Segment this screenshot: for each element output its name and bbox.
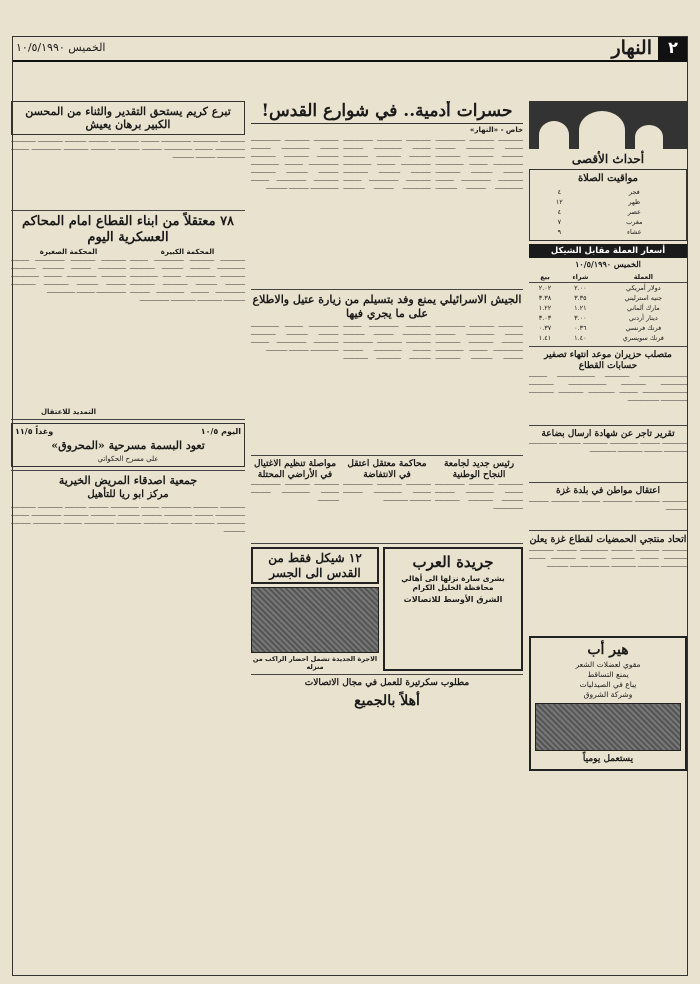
prayer-times-box (529, 169, 687, 241)
fx-cell: ٢.٠٠ (574, 283, 587, 292)
prayer-times-title: مواقيت الصلاة (577, 173, 639, 185)
bus-caption: الاجرة الجديدة تشمل احضار الراكب من منزله (252, 655, 378, 672)
prayer-name: عشاء (626, 228, 642, 237)
boxed-ad-sub: بشرى سارة نزلها الى أهالي محافظة الخليل الكرام (401, 574, 505, 593)
fx-cell: ٣.٠٠ (574, 313, 587, 322)
fx-cell: فرنك سويسري (622, 333, 664, 342)
fx-row (529, 293, 687, 303)
main-byline: خاص - «النهار» (469, 126, 523, 135)
headline-donation: تبرع كريم يستحق التقدير والثناء من المحسن الكبير برهان يعيش (11, 101, 245, 135)
prayer-row (533, 197, 683, 207)
subhead-big-court: المحكمة الكبيرة (160, 247, 215, 256)
fx-cell: ٣.٣٨ (538, 293, 552, 302)
prayer-row (533, 207, 683, 217)
headline-fare: ١٢ شيكل فقط من القدس الى الجسر (251, 547, 379, 584)
ad-title: هير أب (587, 641, 629, 658)
skyline-illustration (529, 101, 687, 149)
fx-row (529, 282, 687, 293)
middle-column (251, 101, 523, 967)
prayer-row (533, 227, 683, 237)
charity-title: جمعية اصدقاء المريض الخيرية (58, 473, 198, 487)
newspaper-name: النهار (611, 37, 652, 59)
currency-table (529, 272, 687, 343)
newspaper-page (12, 36, 688, 976)
fx-row (529, 323, 687, 333)
issue-date: الخميس ١٠/٥/١٩٩٠ (16, 41, 106, 54)
play-note: على مسرح الحكواتي (97, 454, 159, 463)
headline-detainees: ٧٨ معتقلاً من ابناء القطاع امام المحاكم العسكرية اليوم (21, 214, 235, 245)
story-body: ـــــــــــــــ ـــــــــــــــ ــــــــــــــــــ ـــــــــــ ـــــــــــــــــ ــــــــــــ ـــــــــــــ (529, 498, 687, 513)
prayer-time: ٧ (557, 218, 562, 227)
boxed-advert (383, 547, 523, 671)
story-headline-citrus: اتحاد منتجي الحمضيات لقطاع غزة يعلن (529, 534, 687, 546)
fx-cell: جنيه استرليني (624, 293, 663, 302)
prayer-name: عصر (627, 208, 641, 217)
fx-cell: ٣.٣٥ (574, 293, 587, 302)
prayer-row (533, 187, 683, 197)
headline-betselem: الجيش الاسرائيلي يمنع وفد بتسيلم من زيارة عتيل والاطلاع على ما يجري فيها (252, 293, 522, 320)
fx-cell: فرنك فرنسي (625, 323, 662, 332)
prayer-time: ٩ (557, 228, 562, 237)
fx-row (529, 333, 687, 343)
fx-header: بيع (529, 272, 561, 283)
cinema-date-today: اليوم ١٠/٥ (200, 426, 241, 436)
fx-cell: ١.٤٠ (574, 333, 587, 342)
story-body: ـــــــــــــــ ـــــــــــــــ ــــــــــــــــــ ـــــــــــ ـــــــــــــــــ ــــــــــــ ـــــــــــــ (251, 481, 339, 504)
fx-row (529, 313, 687, 323)
story-headline-sorting: متصلب حزيران موعد انتهاء تصفير حسابات القطاع (544, 349, 672, 371)
headline-secretary: مطلوب سكرتيرة للعمل في مجال الاتصالات (304, 678, 470, 689)
subhead-small-court: المحكمة الصغيرة (39, 247, 98, 256)
fx-cell: ١.٤١ (538, 333, 552, 342)
fx-cell: دولار أمريكي (626, 283, 661, 292)
ad-line: يباع في الصيدليات (579, 680, 637, 690)
story-body: ـــــــــــــــ ـــــــــــــــ ــــــــــــــــــ ـــــــــــ ـــــــــــــــــ ــــــــــــ ـــــــــــــ ـــــــــــــــ ـــــــــــــــ ــــــــــــــــــ ـــــــــــ ـــــــــــــــــ ــــــــــــ ـــــــــــــ ـــــــــــــــ ـــــــــــــــ ــــــــــــــــــ ـــــــــــ ـــــــــــــــــ ــــــــــــ ـــــــــــــ ـــــــــــــــ ـــــــــــــــ ــــــــــــــــــ (130, 256, 245, 303)
charity-subtitle: مركز ابو ريا للتأهيل (87, 488, 169, 500)
currency-date: الخميس ١٠/٥/١٩٩٠ (575, 259, 641, 270)
fx-cell: ١.٢٢ (538, 303, 552, 312)
main-headline: حسرات أدمية.. في شوارع القدس! (251, 101, 523, 124)
story-headline-arrest: اعتقال مواطن في بلدة غزة (555, 486, 661, 497)
play-title: تعود البسمة مسرحية «المحروق» (51, 438, 205, 452)
story-body: ـــــــــــــــ ـــــــــــــــ ــــــــــــــــــ ـــــــــــ ـــــــــــــــــ ــــــــــــ ـــــــــــــ ـــــــــــــــ (343, 481, 431, 504)
fx-header: العملة (600, 272, 687, 283)
fx-cell: ١.٢١ (574, 303, 587, 312)
page-number: ٢ (658, 36, 688, 60)
right-column (529, 101, 687, 967)
story-body: ـــــــــــــــ ـــــــــــــــ ــــــــــــــــــ ـــــــــــ ـــــــــــــــــ ــــــــــــ ـــــــــــــ ـــــــــــــــ ـــــــــــــــ ــــــــــــــــــ (435, 481, 523, 512)
prayer-time: ٤ (557, 208, 562, 217)
fx-cell: ٣.٠٣ (538, 313, 552, 322)
fx-cell: مارك ألماني (626, 303, 660, 312)
ad-footer: يستعمل يومياً (582, 754, 634, 765)
column-title: أحداث الأقصى (571, 152, 645, 166)
fx-cell: ٢.٠٢ (538, 283, 552, 292)
story-headline-trader: تقرير تاجر عن شهادة ارسال بضاعة (541, 428, 675, 439)
currency-title: أسعار العملة مقابل الشيكل (529, 244, 687, 258)
play-advert (11, 423, 245, 467)
ad-line: مقوي لعضلات الشعر (575, 660, 641, 670)
cinema-date-tomorrow: وغداً ١١/٥ (15, 426, 54, 436)
headline-trial: محاكمة معتقل اعتقل في الانتفاضة (347, 458, 427, 480)
fx-cell: ٠.٣٧ (538, 323, 552, 332)
story-body: ـــــــــــــــ ــــــــــــــ ـــــــــــــ ـــــــــــــــــ ــــــــــــ ـــــــــــــــ ــــــــــــــ ـــــــــــ ــــــــــــــ ـــــــــــــــ ـــــــــــــــ ــــــــــ ــــــــــــــــ ـــــــــــــ ـــــــــــــــ ــــــــــــ ـــــــــــ ـــــــــــــ (529, 546, 687, 569)
prayer-name: مغرب (626, 218, 643, 227)
prayer-name: فجر (628, 188, 640, 197)
prayer-name: ظهر (628, 198, 641, 207)
hair-up-ad (529, 636, 687, 772)
boxed-ad-foot: الشرق الأوسط للاتصالات (403, 595, 503, 605)
boxed-ad-title: جريدة العرب (412, 553, 494, 572)
story-body: ـــــــــــــــ ـــــــــــــــ ــــــــــــــــــ ـــــــــــ ـــــــــــــــــ ــــــــــــ ـــــــــــــ ـــــــــــــــ ـــــــــــــــ ــــــــــــــــــ ـــــــــــ ـــــــــــــــــ ــــــــــــ ـــــــــــــ ـــــــــــــــ ـــــــــــــــ ــــــــــــــــــ ـــــــــــ ـــــــــــــــــ (11, 256, 126, 295)
prayer-time: ١٢ (555, 198, 563, 207)
story-body: ـــــــــــــــ ـــــــــــــــ ــــــــــــــــــ ـــــــــــ ـــــــــــــــــ ــــــــــــ ـــــــــــــ ـــــــــــــــ ـــــــــــــــ ــــــــــــــــــ ـــــــــــ ـــــــــــــــــ ــــــــــــ ـــــــــــــ ـــــــــــــــ ـــــــــــــــ ــــــــــــــــــ ـــــــــــ ـــــــــــــــــ ــــــــــــ ـــــــــــــ (11, 138, 245, 161)
left-column (11, 101, 245, 967)
fx-header: شراء (561, 272, 600, 283)
bottom-ad: أهلاً بالجميع (354, 692, 420, 709)
bus-photo (251, 587, 379, 653)
fx-cell: ٠.٣٦ (574, 323, 587, 332)
story-body: ـــــــــــــــــــــــــــــ ـــــــــــــــ ـــــــــــــــــــــــ ـــــــــــ ــــــــــــــــ ـــــــــــــــ ـــــــــــــــــــــــ ـــــــــــــــ ـــــــــــــــــــــــــــ ـــــــــــ ــــــــــــــــ ـــــــــــــــ ـــــــــــــــ ــــــــــــــــ ـــــــــــــــــــ (529, 372, 687, 403)
fx-cell: دينار أردني (628, 313, 658, 322)
ad-product-image (535, 703, 681, 751)
prayer-row (533, 217, 683, 227)
story-body: ـــــــــــــــ ــــــــــــ ـــــــــــــــــ ـــــــــــــــ ـــــــــــــ ـــــــــــــــــ ــــــــــــــ ـــــــــــ ـــــــــــــــ ــــــــــــــــ (529, 440, 687, 455)
ad-line: يمنع التساقط (587, 670, 629, 680)
subhead-extension: التمديد للاعتقال (40, 407, 97, 416)
charity-body: ـــــــــــــــ ـــــــــــــــ ــــــــــــــــــ ـــــــــــ ـــــــــــــــــ ــــــــــــ ـــــــــــــ ـــــــــــــــ ـــــــــــــــ ــــــــــــــــــ ـــــــــــ ـــــــــــــــــ ــــــــــــ ـــــــــــــ ـــــــــــــــ ـــــــــــــــ ــــــــــــــــــ ـــــــــــ ـــــــــــــــــ ــــــــــــ ـــــــــــــ ـــــــــــــــ ـــــــــــــــ ــــــــــــــــــ ـــــــــــ ـــــــــــــــــ ــــــــــــ ـــــــــــــ (11, 503, 245, 534)
main-story-body: ـــــــــــــــ ـــــــــــــــ ــــــــــــــــــ ـــــــــــ ـــــــــــــــــ ــــــــــــ ـــــــــــــ ـــــــــــــــ ـــــــــــــــ ــــــــــــــــــ ـــــــــــ ـــــــــــــــــ ــــــــــــ ـــــــــــــ ـــــــــــــــ ـــــــــــــــ ــــــــــــــــــ ـــــــــــ ـــــــــــــــــ ــــــــــــ ـــــــــــــ ـــــــــــــــ ـــــــــــــــ ــــــــــــــــــ ـــــــــــ ـــــــــــــــــ ــــــــــــ ـــــــــــــ ـــــــــــــــ ـــــــــــــــ ــــــــــــــــــ ـــــــــــ ـــــــــــــــــ ــــــــــــ ـــــــــــــ ـــــــــــــــ ـــــــــــــــ ــــــــــــــــــ ـــــــــــ ـــــــــــــــــ ــــــــــــ ـــــــــــــ ـــــــــــــــ ـــــــــــــــ ــــــــــــــــــ ـــــــــــ ـــــــــــــــــ ــــــــــــ ـــــــــــــ ـــــــــــــــ ـــــــــــــــ ــــــــــــــــــ ـــــــــــ ـــــــــــــــــ ــــــــــــ ـــــــــــــ ـــــــــــــــ ـــــــــــــــ ــــــــــــــــــ ـــــــــــ ـــــــــــــــــ ــــــــــــ ـــــــــــــ (251, 137, 523, 192)
fx-row (529, 303, 687, 313)
headline-university: رئيس جديد لجامعة النجاح الوطنية (443, 458, 515, 480)
prayer-time: ٤ (557, 188, 562, 197)
story-body: ـــــــــــــــ ـــــــــــــــ ــــــــــــــــــ ـــــــــــ ـــــــــــــــــ ــــــــــــ ـــــــــــــ ـــــــــــــــ ـــــــــــــــ ــــــــــــــــــ ـــــــــــ ـــــــــــــــــ ــــــــــــ ـــــــــــــ ـــــــــــــــ ـــــــــــــــ ــــــــــــــــــ ـــــــــــ ـــــــــــــــــ ــــــــــــ ـــــــــــــ ـــــــــــــــ ـــــــــــــــ ــــــــــــــــــ ـــــــــــ ـــــــــــــــــ ــــــــــــ ـــــــــــــ ـــــــــــــــ ـــــــــــــــ ــــــــــــــــــ ـــــــــــ ـــــــــــــــــ ــــــــــــ ـــــــــــــ ـــــــــــــــ ـــــــــــــــ ــــــــــــــــــ ـــــــــــ ـــــــــــــــــ ــــــــــــ ـــــــــــــ (251, 322, 523, 361)
headline-campaign: مواصلة تنظيم الاغتيال في الأراضي المحتلة (253, 458, 337, 480)
ad-line: وشركة الشروق (583, 690, 633, 700)
prayer-times-table (533, 187, 683, 237)
